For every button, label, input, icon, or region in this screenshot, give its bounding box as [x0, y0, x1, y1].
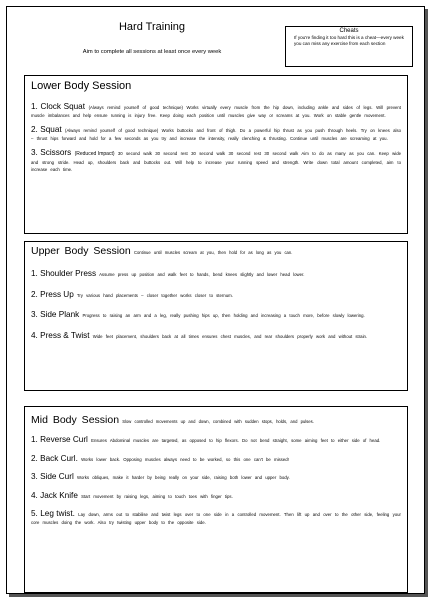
- exercise-description: Wide feet placement, shoulders back at all times ensures chest muscles, and rear shoulders properly work and without strain.: [92, 333, 368, 339]
- section-title: Upper Body Session: [31, 245, 131, 257]
- section-title: Mid Body Session: [31, 414, 120, 426]
- exercise-description: Lay down, arms out to stabilise and twist legs over to one side in a controlled movement. Then lift up and over to the other side, feeling your core muscles doing the work. Also try twisting upper body to the opposite side.: [31, 512, 401, 525]
- exercise-squat: [31, 126, 401, 142]
- exercise-subtitle: (Reduced Impact): [74, 151, 115, 157]
- exercise-press-up: [31, 291, 401, 300]
- page-title: Hard Training: [118, 21, 186, 33]
- exercise-name: 3. Side Plank: [31, 310, 80, 319]
- exercise-description: Ensures Abdominal muscles are targeted, as opposed to hip flexors. Do not bend straight, some aiming feet to either side of head.: [91, 438, 381, 443]
- exercise-description: Assume press up position and walk feet to hands, bend knees slightly and lower head lower.: [99, 272, 305, 277]
- exercise-reverse-curl: [31, 436, 401, 445]
- exercise-press-twist: [31, 332, 401, 341]
- exercise-name: 4. Jack Knife: [31, 490, 78, 500]
- section-title: Lower Body Session: [31, 80, 132, 92]
- section-description: Slow controlled movements up and down, combined with sudden stops, holds, and pulses.: [122, 419, 314, 424]
- exercise-description: (Always remind yourself of good technique) Works buttocks and front of thigh. Do a powerful hip thrust as you push through heels. Try on knees also – thrust hips forward and hold for a few seconds as you try and increase the intensity, really clenching & thrusting. Continue until muscles are screaming at you.: [31, 128, 401, 141]
- exercise-description: (Always remind yourself of good technique) Works virtually every muscle from the hip down, including ankle and sides of legs. Will prevent muscle imbalances and help ensure running is injury free. Keep doing each position until muscles give way or screams at you. Work on stable gentle movement.: [31, 105, 401, 118]
- exercise-leg-twist: [31, 510, 401, 526]
- exercise-name: 3. Scissors: [31, 148, 72, 157]
- exercise-name: 1. Clock Squat: [31, 102, 86, 111]
- exercise-shoulder-press: [31, 270, 401, 279]
- exercise-jack-knife: [31, 492, 401, 501]
- exercise-description: Try various hand placements – closer together works closer to sternum.: [76, 292, 233, 298]
- cheats-title: Cheats: [339, 28, 359, 34]
- exercise-name: 2. Press Up: [31, 289, 74, 299]
- exercise-name: 4. Press & Twist: [31, 330, 90, 340]
- exercise-scissors: [31, 149, 401, 174]
- exercise-description: Start movement by raising legs, aiming to touch toes with finger tips.: [81, 493, 233, 499]
- section-header: [31, 244, 401, 258]
- exercise-name: 1. Shoulder Press: [31, 269, 97, 278]
- exercise-name: 2. Squat: [31, 125, 62, 134]
- sheet-header: [7, 7, 424, 67]
- upper-body-section: [24, 241, 408, 391]
- exercise-back-curl: [31, 455, 401, 464]
- page-subtitle: Aim to complete all sessions at least once every week: [82, 49, 222, 55]
- section-header: [31, 413, 401, 427]
- mid-body-section: [24, 406, 408, 593]
- exercise-name: 1. Reverse Curl: [31, 435, 88, 444]
- exercise-clock-squat: [31, 103, 401, 119]
- cheats-box: [285, 26, 413, 67]
- training-sheet: [6, 6, 425, 594]
- cheats-text: If you're finding it too hard this is a cheat—every week you can miss any exercise from each section: [294, 35, 404, 46]
- exercise-description: Works lower back. Opposing muscles always need to be worked, so this one can't be missed!: [81, 456, 289, 462]
- exercise-name: 2. Back Curl.: [31, 453, 78, 463]
- exercise-side-curl: [31, 473, 401, 482]
- exercise-description: Progress to raising an arm and a leg, really pushing hips up, then holding and increasing a touch more, before slowly lowering.: [82, 313, 365, 318]
- exercise-description: 30 second walk 30 second rest 30 second walk 30 second rest 30 second walk Aim to do as many as you can. Keep wide and strong stride. Head up, shoulders back and buttocks out. Will help to increase your running speed and strength. Write down total amount completed, aim to increase each time.: [31, 151, 401, 172]
- lower-body-section: [24, 75, 408, 234]
- exercise-side-plank: [31, 311, 401, 320]
- section-description: Continue until muscles scream at you, then hold for as long as you can.: [133, 250, 293, 255]
- exercise-name: 3. Side Curl: [31, 472, 74, 481]
- exercise-description: Works obliques, make it harder by being really on your side, raising both lower and upper body.: [76, 475, 290, 480]
- exercise-name: 5. Leg twist.: [31, 509, 75, 518]
